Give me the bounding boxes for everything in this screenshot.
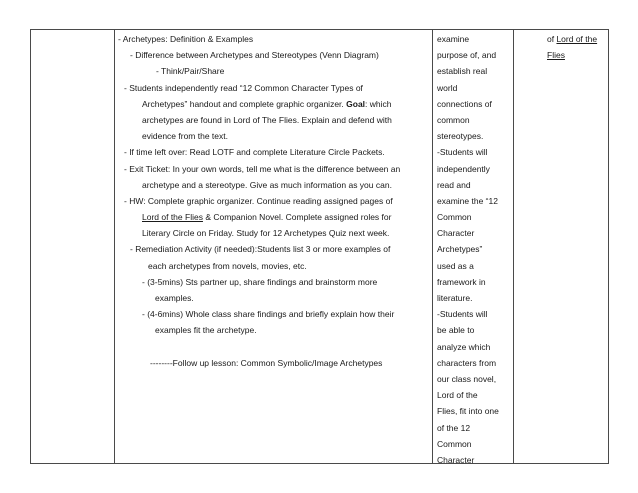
column-divider-1: [114, 29, 115, 464]
objective-line: connections of: [437, 98, 492, 109]
objective-line: framework in: [437, 276, 486, 287]
activity-line: - Difference between Archetypes and Stereotypes (Venn Diagram): [130, 50, 379, 61]
objective-line: establish real: [437, 66, 488, 77]
activity-line: evidence from the text.: [142, 131, 228, 142]
activity-text: & Companion Novel. Complete assigned roles for: [202, 212, 392, 223]
objective-line: Common: [437, 438, 472, 449]
activity-line: archetype and a stereotype. Give as much information as you can.: [142, 179, 392, 190]
activity-text: : which: [365, 98, 392, 109]
table-top-border: [30, 29, 609, 30]
objective-line: world: [437, 82, 458, 93]
activity-spacer: [118, 339, 430, 355]
objective-line: examine the “12: [437, 195, 498, 206]
objective-line: our class novel,: [437, 373, 497, 384]
objective-line: analyze which: [437, 341, 491, 352]
activity-line: Literary Circle on Friday. Study for 12 Archetypes Quiz next week.: [142, 228, 390, 239]
objective-line: stereotypes.: [437, 131, 484, 142]
activity-line: examples.: [155, 293, 194, 303]
table-left-border: [30, 29, 31, 464]
activity-line: - (3-5mins) Sts partner up, share findings and brainstorm more: [142, 276, 378, 287]
standards-prefix: of: [547, 34, 557, 44]
activity-line: - (4-6mins) Whole class share findings and briefly explain how their: [142, 309, 395, 320]
lesson-activities-cell: [118, 31, 430, 371]
lotf-link[interactable]: Lord of the: [556, 34, 598, 44]
objective-line: Lord of the: [437, 390, 478, 401]
objective-line: -Students will: [437, 147, 488, 158]
objective-line: common: [437, 114, 470, 125]
objective-line: examine: [437, 34, 470, 44]
objective-line: Archetypes”: [437, 244, 483, 255]
objective-line: of the 12: [437, 422, 471, 433]
activity-line: each archetypes from novels, movies, etc.: [148, 260, 307, 271]
objective-line: be able to: [437, 325, 475, 336]
activity-line: [118, 209, 430, 225]
column-divider-3: [513, 29, 514, 464]
objective-line: independently: [437, 163, 490, 174]
activity-line: - HW: Complete graphic organizer. Continue reading assigned pages of: [124, 195, 393, 206]
objective-line: purpose of, and: [437, 50, 497, 61]
standards-cell: [547, 31, 607, 63]
activity-line: - If time left over: Read LOTF and complete Literature Circle Packets.: [124, 147, 385, 158]
activity-line: - Think/Pair/Share: [156, 66, 225, 77]
lotf-link[interactable]: Lord of the Flies: [142, 212, 203, 223]
activity-line: - Archetypes: Definition & Examples: [118, 34, 254, 44]
objective-line: -Students will: [437, 309, 488, 320]
objective-line: used as a: [437, 260, 474, 271]
activity-line: - Remediation Activity (if needed):Students list 3 or more examples of: [130, 244, 391, 255]
follow-up-line: --------Follow up lesson: Common Symbolic/Image Archetypes: [150, 357, 383, 368]
objective-line: Common: [437, 212, 472, 223]
objective-line: characters from: [437, 357, 497, 368]
activity-line: archetypes are found in Lord of The Flies. Explain and defend with: [142, 114, 392, 125]
goal-label: Goal: [346, 98, 366, 109]
objectives-cell: [437, 31, 511, 468]
activity-line: - Exit Ticket: In your own words, tell me what is the difference between an: [124, 163, 401, 174]
objective-line: read and: [437, 179, 471, 190]
activity-line: [118, 96, 430, 112]
objective-line: Flies, fit into one: [437, 406, 499, 417]
activity-text: Archetypes” handout and complete graphic organizer.: [142, 98, 344, 109]
table-right-border: [608, 29, 609, 464]
objective-line: Character: [437, 454, 475, 465]
activity-line: examples fit the archetype.: [155, 325, 257, 336]
standards-line: [547, 31, 607, 47]
objective-line: Character: [437, 228, 475, 239]
column-divider-2: [432, 29, 433, 464]
lotf-link-continued[interactable]: Flies: [547, 50, 565, 61]
table-bottom-border: [30, 463, 609, 464]
activity-line: - Students independently read “12 Common Character Types of: [124, 82, 363, 93]
objective-line: literature.: [437, 293, 473, 303]
